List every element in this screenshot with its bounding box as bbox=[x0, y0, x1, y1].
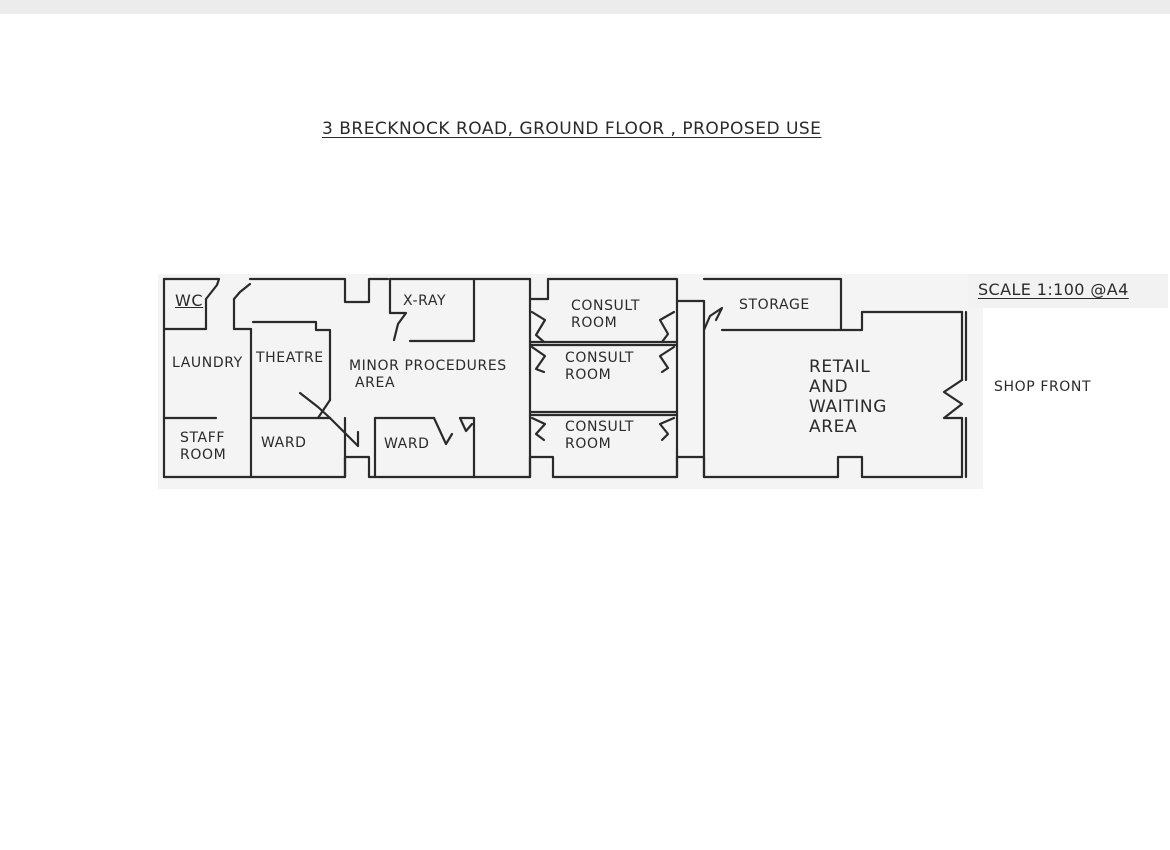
room-label-laundry: LAUNDRY bbox=[172, 355, 243, 371]
room-label-wc: WC bbox=[175, 291, 204, 310]
room-label-retail-waiting: RETAIL AND WAITING AREA bbox=[809, 357, 888, 437]
room-label-storage: STORAGE bbox=[739, 297, 810, 313]
shop-front-label: SHOP FRONT bbox=[994, 379, 1092, 395]
shop-front-wall bbox=[944, 312, 966, 477]
room-label-theatre: THEATRE bbox=[256, 350, 324, 366]
room-label-consult-1: CONSULT ROOM bbox=[571, 298, 641, 331]
drawing-title: 3 BRECKNOCK ROAD, GROUND FLOOR , PROPOSED USE bbox=[322, 119, 822, 139]
theatre-walls bbox=[253, 322, 358, 477]
room-label-minor-procedures: MINOR PROCEDURES AREA bbox=[349, 358, 507, 391]
room-label-xray: X-RAY bbox=[403, 293, 447, 309]
outer-wall-bottom bbox=[164, 457, 962, 477]
scale-label: SCALE 1:100 @A4 bbox=[978, 280, 1129, 299]
room-label-consult-3: CONSULT ROOM bbox=[565, 419, 635, 452]
room-label-ward-left: WARD bbox=[261, 435, 307, 451]
room-label-consult-2: CONSULT ROOM bbox=[565, 350, 635, 383]
xray-walls bbox=[390, 279, 474, 341]
room-label-staff-room: STAFF ROOM bbox=[180, 430, 227, 463]
room-label-ward-middle: WARD bbox=[384, 436, 430, 452]
